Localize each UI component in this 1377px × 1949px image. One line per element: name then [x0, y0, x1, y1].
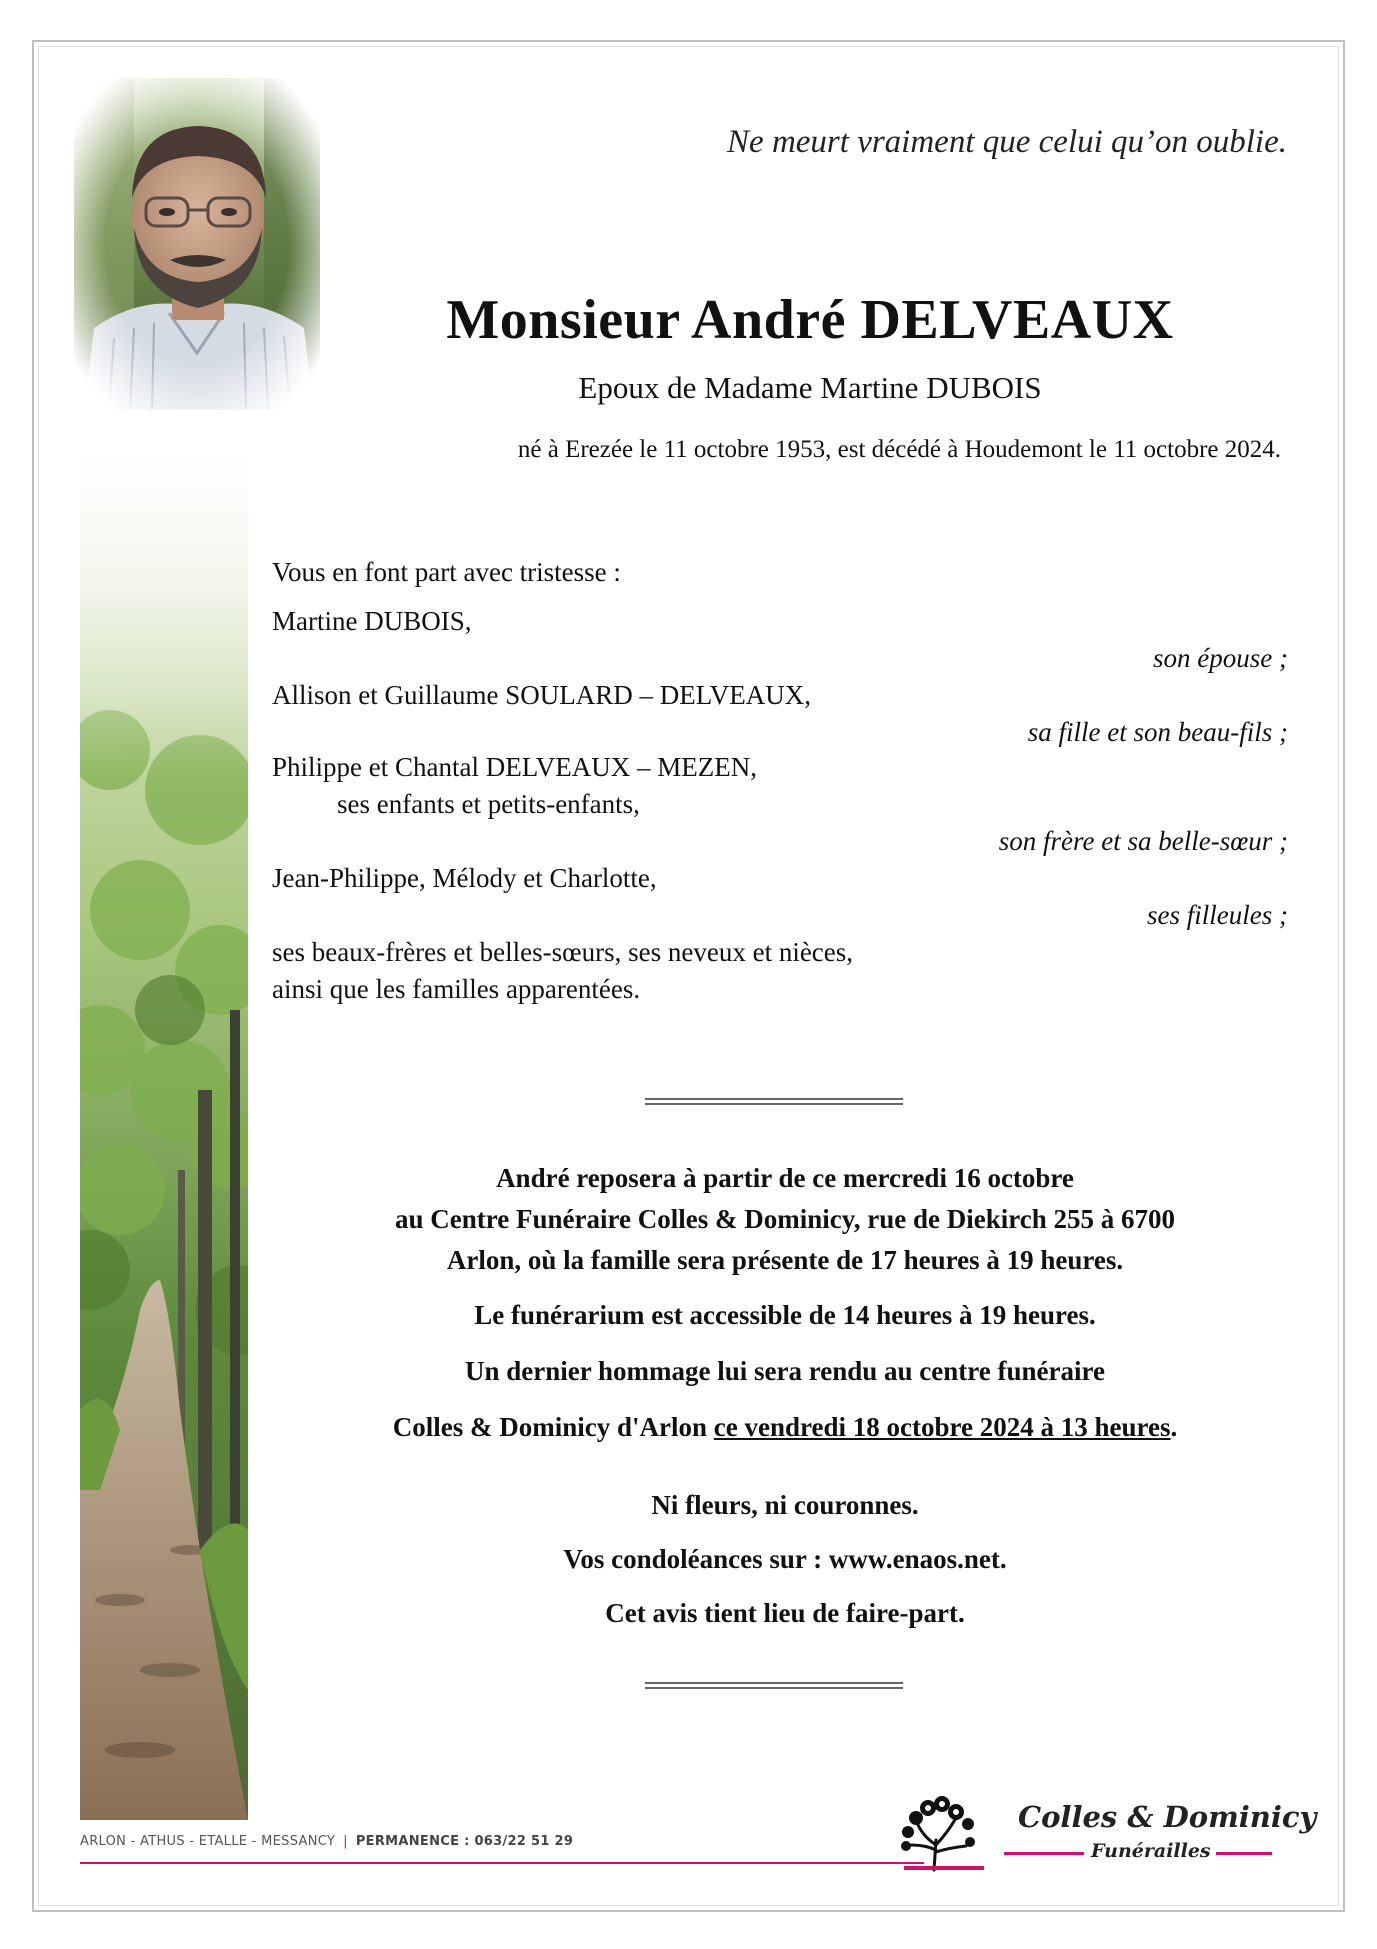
- family-member-name: Jean-Philippe, Mélody et Charlotte,: [272, 863, 657, 893]
- funerarium-access: Le funérarium est accessible de 14 heures à 19 heures.: [474, 1300, 1096, 1330]
- family-closing-line: ses beaux-frères et belles-sœurs, ses neveux et nièces,: [272, 937, 854, 967]
- footer-locations: ARLON - ATHUS - ETALLE - MESSANCY: [80, 1834, 336, 1849]
- tree-logo-icon: [886, 1790, 996, 1880]
- family-member-relation: ses filleules ;: [1147, 900, 1288, 930]
- tribute-date: ce vendredi 18 octobre 2024 à 13 heures: [713, 1412, 1171, 1442]
- memorial-quote: Ne meurt vraiment que celui qu’on oublie.: [727, 124, 1287, 160]
- visitation-line: André reposera à partir de ce mercredi 16 octobre: [496, 1163, 1074, 1193]
- tribute-period: .: [1170, 1412, 1178, 1442]
- footer-contact: [80, 1834, 573, 1849]
- footer-permanence: PERMANENCE : 063/22 51 29: [355, 1834, 574, 1849]
- family-member-sub: ses enfants et petits-enfants,: [337, 789, 640, 819]
- double-rule-divider: [645, 1098, 903, 1105]
- brand-subtitle: Funérailles: [1091, 1840, 1211, 1862]
- announcement-notice: Cet avis tient lieu de faire-part.: [605, 1598, 965, 1628]
- family-closing-line: ainsi que les familles apparentées.: [272, 974, 641, 1004]
- no-flowers-notice: Ni fleurs, ni couronnes.: [651, 1490, 919, 1520]
- visitation-info: [290, 1158, 1280, 1281]
- brand-accent-line: [1004, 1852, 1084, 1855]
- brand-name: Colles & Dominicy: [1018, 1800, 1317, 1834]
- footer-separator: |: [343, 1834, 348, 1849]
- spouse-line: Epoux de Madame Martine DUBOIS: [578, 370, 1042, 405]
- deceased-name-title: Monsieur André DELVEAUX: [446, 289, 1174, 351]
- visitation-line: au Centre Funéraire Colles & Dominicy, rue de Diekirch 255 à 6700: [395, 1204, 1175, 1234]
- family-member-relation: son épouse ;: [1153, 643, 1288, 673]
- tribute-location: Colles & Dominicy d'Arlon: [392, 1412, 708, 1442]
- family-member-relation: son frère et sa belle-sœur ;: [998, 826, 1288, 856]
- funeral-home-logo: [886, 1790, 1317, 1880]
- family-member-name: Philippe et Chantal DELVEAUX – MEZEN,: [272, 752, 757, 782]
- footer-accent-line: [80, 1862, 924, 1864]
- double-rule-divider: [645, 1682, 903, 1689]
- brand-accent-line: [1216, 1852, 1272, 1855]
- tribute-line: Un dernier hommage lui sera rendu au centre funéraire: [465, 1356, 1105, 1386]
- family-intro: Vous en font part avec tristesse :: [272, 557, 621, 587]
- tribute-date-line: [290, 1412, 1280, 1443]
- birth-death-line: né à Erezée le 11 octobre 1953, est décédé à Houdemont le 11 octobre 2024.: [517, 436, 1281, 463]
- deceased-portrait: [74, 78, 320, 410]
- family-member-name: Allison et Guillaume SOULARD – DELVEAUX,: [272, 680, 811, 710]
- family-member-relation: sa fille et son beau-fils ;: [1027, 717, 1288, 747]
- visitation-line: Arlon, où la famille sera présente de 17 heures à 19 heures.: [446, 1245, 1124, 1275]
- condolences-line: Vos condoléances sur : www.enaos.net.: [563, 1544, 1007, 1574]
- family-announcement: [272, 554, 1292, 1008]
- forest-path-image: [80, 450, 248, 1820]
- family-member-name: Martine DUBOIS,: [272, 606, 472, 636]
